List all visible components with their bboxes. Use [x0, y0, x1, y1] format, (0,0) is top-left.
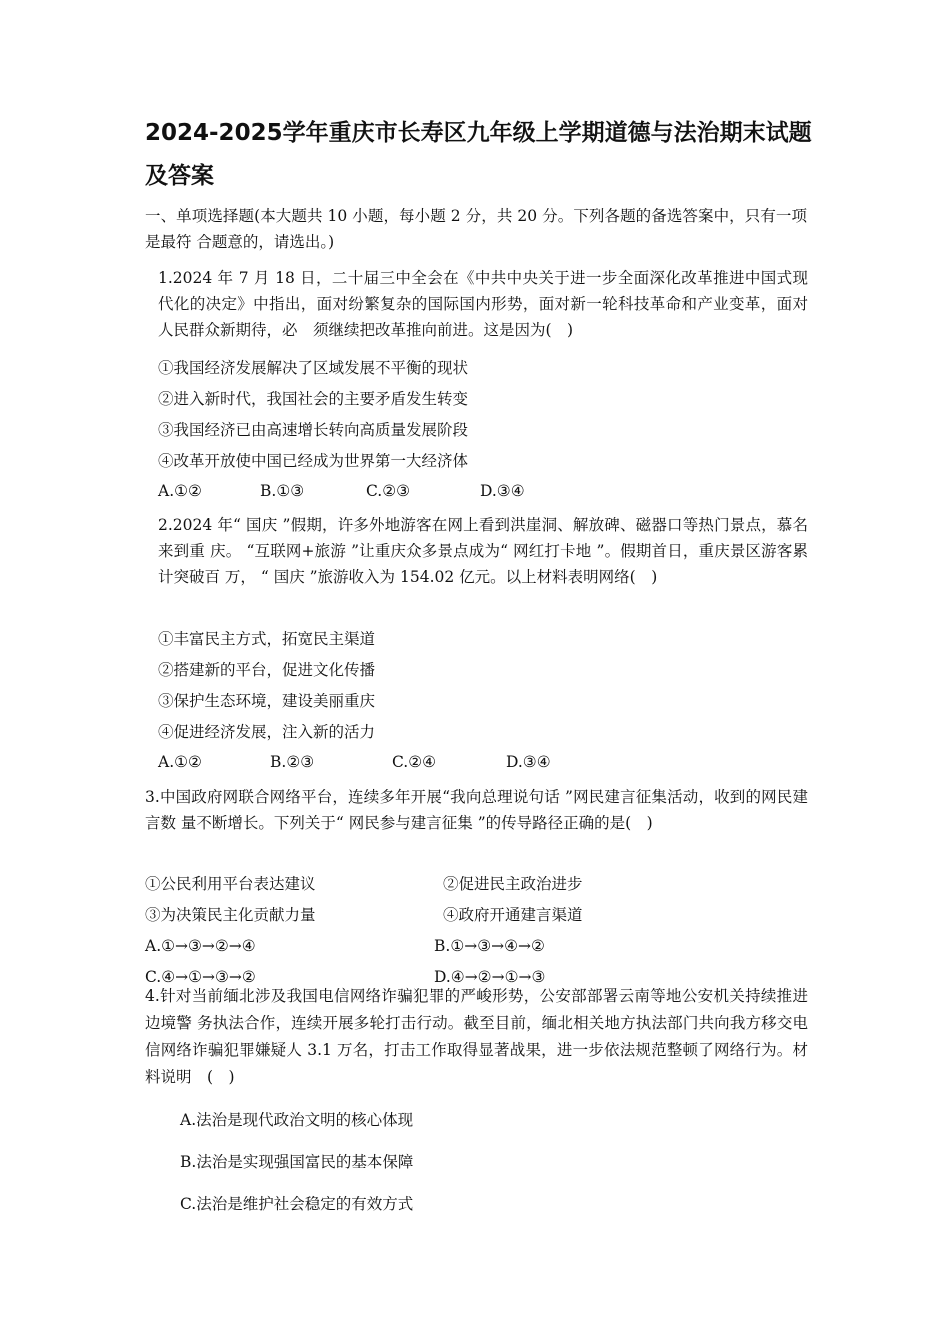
question-3-statement-2: ②促进民主政治进步: [443, 875, 583, 893]
question-2-option-d: D.③④: [506, 753, 551, 771]
question-3-option-b: B.①→③→④→②: [434, 937, 545, 955]
question-3-statement-4: ④政府开通建言渠道: [443, 906, 583, 924]
question-2-stem: 2.2024 年“ 国庆 ”假期，许多外地游客在网上看到洪崖洞、解放碑、磁器口等热门景点，慕名来到重 庆。 “互联网+旅游 ”让重庆众多景点成为“ 网红打卡地 ”。假期首日，重庆景区游客累计突破百 万， “ 国庆 ”旅游收入为 154.02 亿元。以上材料表明网络( ): [158, 516, 808, 586]
question-4-option-b: B.法治是实现强国富民的基本保障: [180, 1153, 414, 1171]
question-3-option-d: D.④→②→①→③: [434, 968, 546, 986]
question-1-statement-3: ③我国经济已由高速增长转向高质量发展阶段: [158, 421, 469, 439]
question-3-option-c: C.④→①→③→②: [145, 968, 256, 986]
question-1-option-c: C.②③: [366, 482, 411, 500]
question-3-stem: 3.中国政府网联合网络平台，连续多年开展“我向总理说句话 ”网民建言征集活动，收到的网民建言数 量不断增长。下列关于“ 网民参与建言征集 ”的传导路径正确的是( ): [145, 788, 808, 832]
question-3-statement-1: ①公民利用平台表达建议: [145, 875, 316, 893]
question-1-statement-2: ②进入新时代，我国社会的主要矛盾发生转变: [158, 390, 469, 408]
document-title: 2024-2025学年重庆市长寿区九年级上学期道德与法治期末试题及答案: [145, 120, 812, 189]
question-2-statement-1: ①丰富民主方式，拓宽民主渠道: [158, 630, 376, 648]
question-2-statement-3: ③保护生态环境，建设美丽重庆: [158, 692, 376, 710]
section-heading: 一、单项选择题(本大题共 10 小题，每小题 2 分，共 20 分。下列各题的备选答案中，只有一项是最符 合题意的，请选出。): [145, 207, 807, 251]
question-1-statement-1: ①我国经济发展解决了区域发展不平衡的现状: [158, 359, 469, 377]
question-1-statement-4: ④改革开放使中国已经成为世界第一大经济体: [158, 452, 469, 470]
question-3-statement-3: ③为决策民主化贡献力量: [145, 906, 316, 924]
question-2-option-c: C.②④: [392, 753, 437, 771]
question-2-statement-2: ②搭建新的平台，促进文化传播: [158, 661, 376, 679]
question-4-option-a: A.法治是现代政治文明的核心体现: [180, 1111, 414, 1129]
question-1-option-d: D.③④: [480, 482, 525, 500]
question-1-option-a: A.①②: [158, 482, 202, 500]
question-3-option-a: A.①→③→②→④: [145, 937, 256, 955]
question-1-option-b: B.①③: [260, 482, 305, 500]
question-1-stem: 1.2024 年 7 月 18 日，二十届三中全会在《中共中央关于进一步全面深化改革推进中国式现代化的决定》中指出，面对纷繁复杂的国际国内形势，面对新一轮科技革命和产业变革，面对人民群众新期待，必 须继续把改革推向前进。这是因为( ): [158, 269, 808, 339]
question-4-option-c: C.法治是维护社会稳定的有效方式: [180, 1195, 414, 1213]
question-2-statement-4: ④促进经济发展，注入新的活力: [158, 723, 376, 741]
question-2-option-b: B.②③: [270, 753, 315, 771]
question-4-stem: 4.针对当前缅北涉及我国电信网络诈骗犯罪的严峻形势，公安部部署云南等地公安机关持续推进边境警 务执法合作，连续开展多轮打击行动。截至目前，缅北相关地方执法部门共向我方移交电信网络诈骗犯罪嫌疑人 3.1 万名，打击工作取得显著战果，进一步依法规范整顿了网络行为。材料说明 ( ): [145, 987, 808, 1086]
question-2-option-a: A.①②: [158, 753, 202, 771]
